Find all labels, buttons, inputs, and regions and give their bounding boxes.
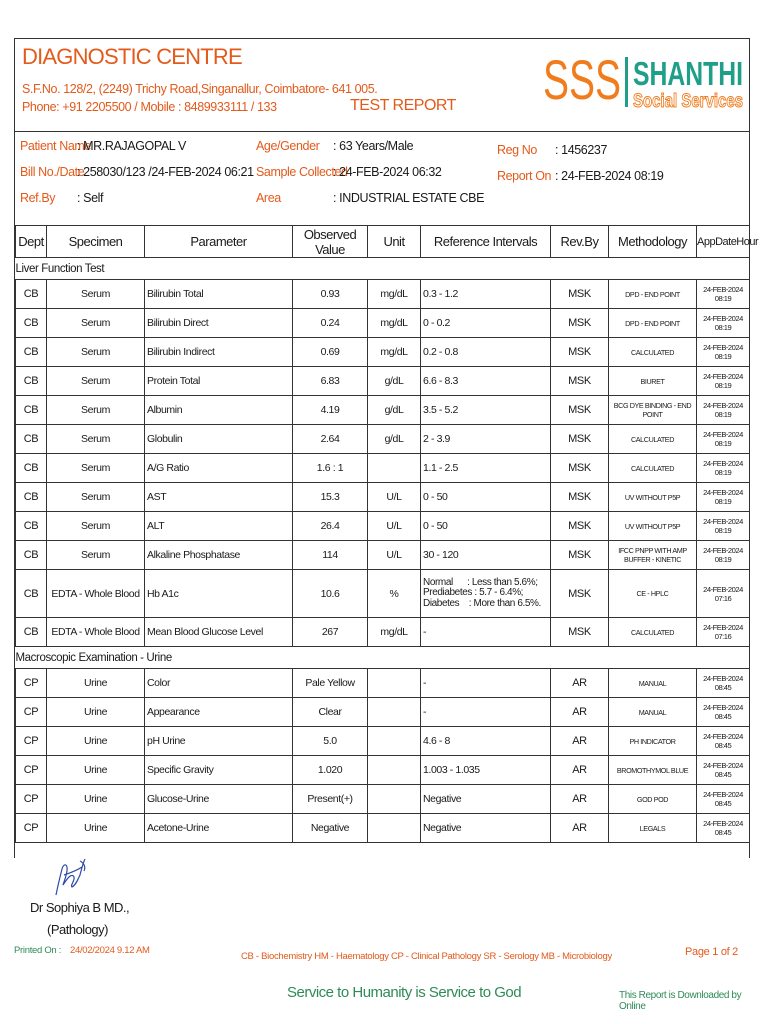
result-observed-value: 267: [293, 618, 368, 647]
table-row: [16, 669, 750, 698]
result-app-date-hour: 24-FEB-2024 08:45: [697, 814, 750, 843]
result-rev-by: MSK: [551, 396, 609, 425]
department-legend: CB - Biochemistry HM - Haematology CP - Clinical Pathology SR - Serology MB - Microbiology: [241, 951, 612, 962]
result-reference-interval: [421, 570, 551, 618]
result-unit: g/dL: [368, 367, 421, 396]
result-parameter: ALT: [145, 512, 293, 541]
result-methodology: CALCULATED: [609, 618, 697, 647]
col-header-specimen: Specimen: [47, 226, 145, 258]
result-specimen: Serum: [47, 454, 145, 483]
col-header-reference-intervals: Reference Intervals: [421, 226, 551, 258]
result-unit: mg/dL: [368, 280, 421, 309]
result-rev-by: MSK: [551, 309, 609, 338]
result-reference-interval: 4.6 - 8: [421, 727, 551, 756]
result-parameter: Bilirubin Total: [145, 280, 293, 309]
result-rev-by: MSK: [551, 570, 609, 618]
result-unit: mg/dL: [368, 309, 421, 338]
result-methodology: BCG DYE BINDING - END POINT: [609, 396, 697, 425]
result-methodology: CALCULATED: [609, 425, 697, 454]
result-app-date-hour: 24-FEB-2024 08:19: [697, 309, 750, 338]
result-specimen: Urine: [47, 756, 145, 785]
reference-line: Diabetes : More than 6.5%.: [423, 597, 541, 609]
ref-by-value: : Self: [77, 191, 104, 205]
table-header-row: [16, 226, 750, 258]
result-reference-interval: -: [421, 698, 551, 727]
result-specimen: Urine: [47, 669, 145, 698]
result-observed-value: 2.64: [293, 425, 368, 454]
result-parameter: Color: [145, 669, 293, 698]
result-dept: CP: [16, 727, 47, 756]
table-row: [16, 570, 750, 618]
result-parameter: Protein Total: [145, 367, 293, 396]
result-reference-interval: Negative: [421, 785, 551, 814]
result-observed-value: 1.6 : 1: [293, 454, 368, 483]
report-on-label: Report On: [497, 169, 552, 183]
result-rev-by: MSK: [551, 618, 609, 647]
section-title: Liver Function Test: [15, 262, 105, 275]
result-specimen: Serum: [47, 309, 145, 338]
result-app-date-hour: 24-FEB-2024 08:19: [697, 338, 750, 367]
result-specimen: Serum: [47, 280, 145, 309]
result-app-date-hour: 24-FEB-2024 08:19: [697, 483, 750, 512]
result-rev-by: MSK: [551, 454, 609, 483]
result-methodology: IFCC PNPP WITH AMP BUFFER - KINETIC: [609, 541, 697, 570]
result-specimen: Urine: [47, 727, 145, 756]
result-reference-interval: 0.3 - 1.2: [421, 280, 551, 309]
results-table: [15, 225, 759, 843]
result-app-date-hour: 24-FEB-2024 08:19: [697, 512, 750, 541]
result-unit: mg/dL: [368, 338, 421, 367]
result-observed-value: Negative: [293, 814, 368, 843]
logo-tagline: Social Services: [633, 91, 743, 112]
result-methodology: CE - HPLC: [609, 570, 697, 618]
result-reference-interval: 30 - 120: [421, 541, 551, 570]
result-methodology: UV WITHOUT P5P: [609, 512, 697, 541]
result-rev-by: MSK: [551, 367, 609, 396]
result-dept: CB: [16, 425, 47, 454]
result-unit: g/dL: [368, 425, 421, 454]
table-row: [16, 814, 750, 843]
result-specimen: Urine: [47, 698, 145, 727]
col-header-unit: Unit: [368, 226, 421, 258]
result-app-date-hour: 24-FEB-2024 08:45: [697, 756, 750, 785]
download-note: This Report is Downloaded by Online: [619, 990, 742, 1012]
result-dept: CP: [16, 669, 47, 698]
table-row: [16, 512, 750, 541]
result-reference-interval: 6.6 - 8.3: [421, 367, 551, 396]
report-title: TEST REPORT: [350, 97, 456, 114]
result-observed-value: 114: [293, 541, 368, 570]
result-parameter: Bilirubin Indirect: [145, 338, 293, 367]
result-dept: CB: [16, 618, 47, 647]
table-row: [16, 698, 750, 727]
result-app-date-hour: 24-FEB-2024 08:19: [697, 425, 750, 454]
lab-name: DIAGNOSTIC CENTRE: [22, 44, 242, 69]
result-methodology: BROMOTHYMOL BLUE: [609, 756, 697, 785]
result-parameter: A/G Ratio: [145, 454, 293, 483]
result-methodology: LEGALS: [609, 814, 697, 843]
result-methodology: DPD - END POINT: [609, 280, 697, 309]
result-rev-by: AR: [551, 756, 609, 785]
result-unit: [368, 454, 421, 483]
result-unit: mg/dL: [368, 618, 421, 647]
result-parameter: Alkaline Phosphatase: [145, 541, 293, 570]
motto: Service to Humanity is Service to God: [287, 984, 522, 1001]
result-rev-by: AR: [551, 698, 609, 727]
lab-phone: Phone: +91 2205500 / Mobile : 8489933111 / 133: [22, 100, 277, 114]
reference-line: Normal : Less than 5.6%;: [423, 576, 538, 588]
result-specimen: Serum: [47, 396, 145, 425]
result-rev-by: AR: [551, 669, 609, 698]
result-parameter: AST: [145, 483, 293, 512]
result-methodology: BIURET: [609, 367, 697, 396]
doctor-signature: [50, 855, 90, 897]
result-rev-by: AR: [551, 785, 609, 814]
sample-collected-label: Sample Collected: [256, 165, 348, 179]
table-row: [16, 756, 750, 785]
result-specimen: EDTA - Whole Blood: [47, 618, 145, 647]
table-row: [16, 454, 750, 483]
result-methodology: DPD - END POINT: [609, 309, 697, 338]
result-app-date-hour: 24-FEB-2024 08:45: [697, 785, 750, 814]
results-body: [16, 258, 750, 843]
result-unit: [368, 698, 421, 727]
result-reference-interval: Negative: [421, 814, 551, 843]
section-title: Macroscopic Examination - Urine: [15, 651, 172, 664]
result-parameter: Mean Blood Glucose Level: [145, 618, 293, 647]
result-app-date-hour: 24-FEB-2024 07:16: [697, 618, 750, 647]
result-observed-value: Pale Yellow: [293, 669, 368, 698]
result-rev-by: MSK: [551, 512, 609, 541]
bill-label: Bill No./Date: [20, 165, 85, 179]
result-specimen: Serum: [47, 541, 145, 570]
result-dept: CB: [16, 512, 47, 541]
result-parameter: Specific Gravity: [145, 756, 293, 785]
result-dept: CP: [16, 785, 47, 814]
table-row: [16, 483, 750, 512]
col-header-methodology: Methodology: [609, 226, 697, 258]
table-row: [16, 785, 750, 814]
result-specimen: Serum: [47, 512, 145, 541]
doctor-department: (Pathology): [47, 922, 108, 937]
result-rev-by: AR: [551, 727, 609, 756]
result-observed-value: 5.0: [293, 727, 368, 756]
result-unit: %: [368, 570, 421, 618]
result-reference-interval: 0 - 50: [421, 512, 551, 541]
result-rev-by: MSK: [551, 541, 609, 570]
result-rev-by: MSK: [551, 338, 609, 367]
result-specimen: Serum: [47, 338, 145, 367]
result-app-date-hour: 24-FEB-2024 08:19: [697, 280, 750, 309]
result-methodology: CALCULATED: [609, 338, 697, 367]
result-dept: CP: [16, 698, 47, 727]
result-observed-value: 10.6: [293, 570, 368, 618]
result-reference-interval: -: [421, 669, 551, 698]
result-app-date-hour: 24-FEB-2024 08:19: [697, 454, 750, 483]
result-reference-interval: 0 - 50: [421, 483, 551, 512]
result-dept: CB: [16, 570, 47, 618]
logo-name: SHANTHI: [633, 55, 743, 92]
result-parameter: Acetone-Urine: [145, 814, 293, 843]
section-row: [16, 647, 750, 669]
result-app-date-hour: 24-FEB-2024 08:45: [697, 727, 750, 756]
result-reference-interval: 1.003 - 1.035: [421, 756, 551, 785]
result-unit: [368, 669, 421, 698]
lab-address: S.F.No. 128/2, (2249) Trichy Road,Singanallur, Coimbatore- 641 005.: [22, 82, 378, 96]
printed-on-value: 24/02/2024 9.12 AM: [70, 945, 150, 956]
reference-line: Prediabetes : 5.7 - 6.4%;: [423, 587, 524, 599]
col-header-app-date-hour: AppDateHour: [697, 226, 750, 258]
bill-value: : 258030/123 /24-FEB-2024 06:21: [77, 165, 254, 179]
result-dept: CB: [16, 280, 47, 309]
result-parameter: pH Urine: [145, 727, 293, 756]
section-row: [16, 258, 750, 280]
result-app-date-hour: 24-FEB-2024 08:19: [697, 367, 750, 396]
result-reference-interval: 0.2 - 0.8: [421, 338, 551, 367]
result-unit: U/L: [368, 483, 421, 512]
result-dept: CB: [16, 483, 47, 512]
result-methodology: CALCULATED: [609, 454, 697, 483]
sample-collected-value: : 24-FEB-2024 06:32: [333, 165, 442, 179]
result-dept: CB: [16, 541, 47, 570]
result-methodology: GOD POD: [609, 785, 697, 814]
result-parameter: Bilirubin Direct: [145, 309, 293, 338]
result-specimen: Serum: [47, 367, 145, 396]
result-app-date-hour: 24-FEB-2024 08:19: [697, 541, 750, 570]
result-dept: CP: [16, 814, 47, 843]
page-number: Page 1 of 2: [685, 946, 738, 958]
table-row: [16, 396, 750, 425]
table-row: [16, 338, 750, 367]
age-gender-label: Age/Gender: [256, 139, 320, 153]
result-methodology: MANUAL: [609, 669, 697, 698]
result-rev-by: MSK: [551, 280, 609, 309]
result-rev-by: MSK: [551, 425, 609, 454]
result-dept: CB: [16, 367, 47, 396]
result-unit: [368, 785, 421, 814]
result-reference-interval: 3.5 - 5.2: [421, 396, 551, 425]
result-app-date-hour: 24-FEB-2024 08:45: [697, 698, 750, 727]
result-dept: CB: [16, 454, 47, 483]
area-label: Area: [256, 191, 281, 205]
result-reference-interval: -: [421, 618, 551, 647]
table-row: [16, 309, 750, 338]
result-app-date-hour: 24-FEB-2024 08:45: [697, 669, 750, 698]
table-row: [16, 541, 750, 570]
result-methodology: MANUAL: [609, 698, 697, 727]
result-observed-value: 15.3: [293, 483, 368, 512]
table-row: [16, 425, 750, 454]
result-observed-value: 1.020: [293, 756, 368, 785]
result-parameter: Glucose-Urine: [145, 785, 293, 814]
result-unit: [368, 756, 421, 785]
test-report: [14, 38, 759, 858]
result-reference-interval: 2 - 3.9: [421, 425, 551, 454]
reg-no-value: : 1456237: [555, 143, 608, 157]
result-observed-value: 26.4: [293, 512, 368, 541]
result-parameter: Albumin: [145, 396, 293, 425]
col-header-observed-value: Observed Value: [293, 226, 368, 258]
result-specimen: Urine: [47, 785, 145, 814]
result-app-date-hour: 24-FEB-2024 08:19: [697, 396, 750, 425]
result-unit: [368, 814, 421, 843]
result-unit: [368, 727, 421, 756]
shanthi-logo: [543, 49, 743, 115]
result-observed-value: 0.24: [293, 309, 368, 338]
table-row: [16, 618, 750, 647]
logo-mark: SSS: [543, 48, 621, 111]
table-row: [16, 727, 750, 756]
area-value: : INDUSTRIAL ESTATE CBE: [333, 191, 485, 205]
result-dept: CB: [16, 309, 47, 338]
result-dept: CB: [16, 338, 47, 367]
result-specimen: EDTA - Whole Blood: [47, 570, 145, 618]
col-header-parameter: Parameter: [145, 226, 293, 258]
result-parameter: Appearance: [145, 698, 293, 727]
col-header-dept: Dept: [16, 226, 47, 258]
result-methodology: UV WITHOUT P5P: [609, 483, 697, 512]
result-app-date-hour: 24-FEB-2024 07:16: [697, 570, 750, 618]
ref-by-label: Ref.By: [20, 191, 56, 205]
patient-name-value: : MR.RAJAGOPAL V: [77, 139, 186, 153]
result-rev-by: AR: [551, 814, 609, 843]
header-divider: [15, 131, 749, 132]
result-observed-value: Clear: [293, 698, 368, 727]
table-row: [16, 280, 750, 309]
result-reference-interval: 1.1 - 2.5: [421, 454, 551, 483]
result-specimen: Urine: [47, 814, 145, 843]
result-unit: U/L: [368, 541, 421, 570]
reg-no-label: Reg No: [497, 143, 537, 157]
doctor-name: Dr Sophiya B MD.,: [30, 900, 130, 915]
table-row: [16, 367, 750, 396]
result-parameter: Hb A1c: [145, 570, 293, 618]
result-observed-value: 0.69: [293, 338, 368, 367]
result-observed-value: Present(+): [293, 785, 368, 814]
result-unit: g/dL: [368, 396, 421, 425]
result-observed-value: 4.19: [293, 396, 368, 425]
col-header-rev-by: Rev.By: [551, 226, 609, 258]
result-unit: U/L: [368, 512, 421, 541]
result-specimen: Serum: [47, 425, 145, 454]
result-methodology: PH INDICATOR: [609, 727, 697, 756]
result-dept: CP: [16, 756, 47, 785]
result-dept: CB: [16, 396, 47, 425]
printed-on-label: Printed On :: [14, 945, 62, 956]
result-observed-value: 6.83: [293, 367, 368, 396]
report-on-value: : 24-FEB-2024 08:19: [555, 169, 664, 183]
result-specimen: Serum: [47, 483, 145, 512]
result-parameter: Globulin: [145, 425, 293, 454]
result-rev-by: MSK: [551, 483, 609, 512]
result-observed-value: 0.93: [293, 280, 368, 309]
age-gender-value: : 63 Years/Male: [333, 139, 414, 153]
result-reference-interval: 0 - 0.2: [421, 309, 551, 338]
patient-name-label: Patient Name: [20, 139, 91, 153]
